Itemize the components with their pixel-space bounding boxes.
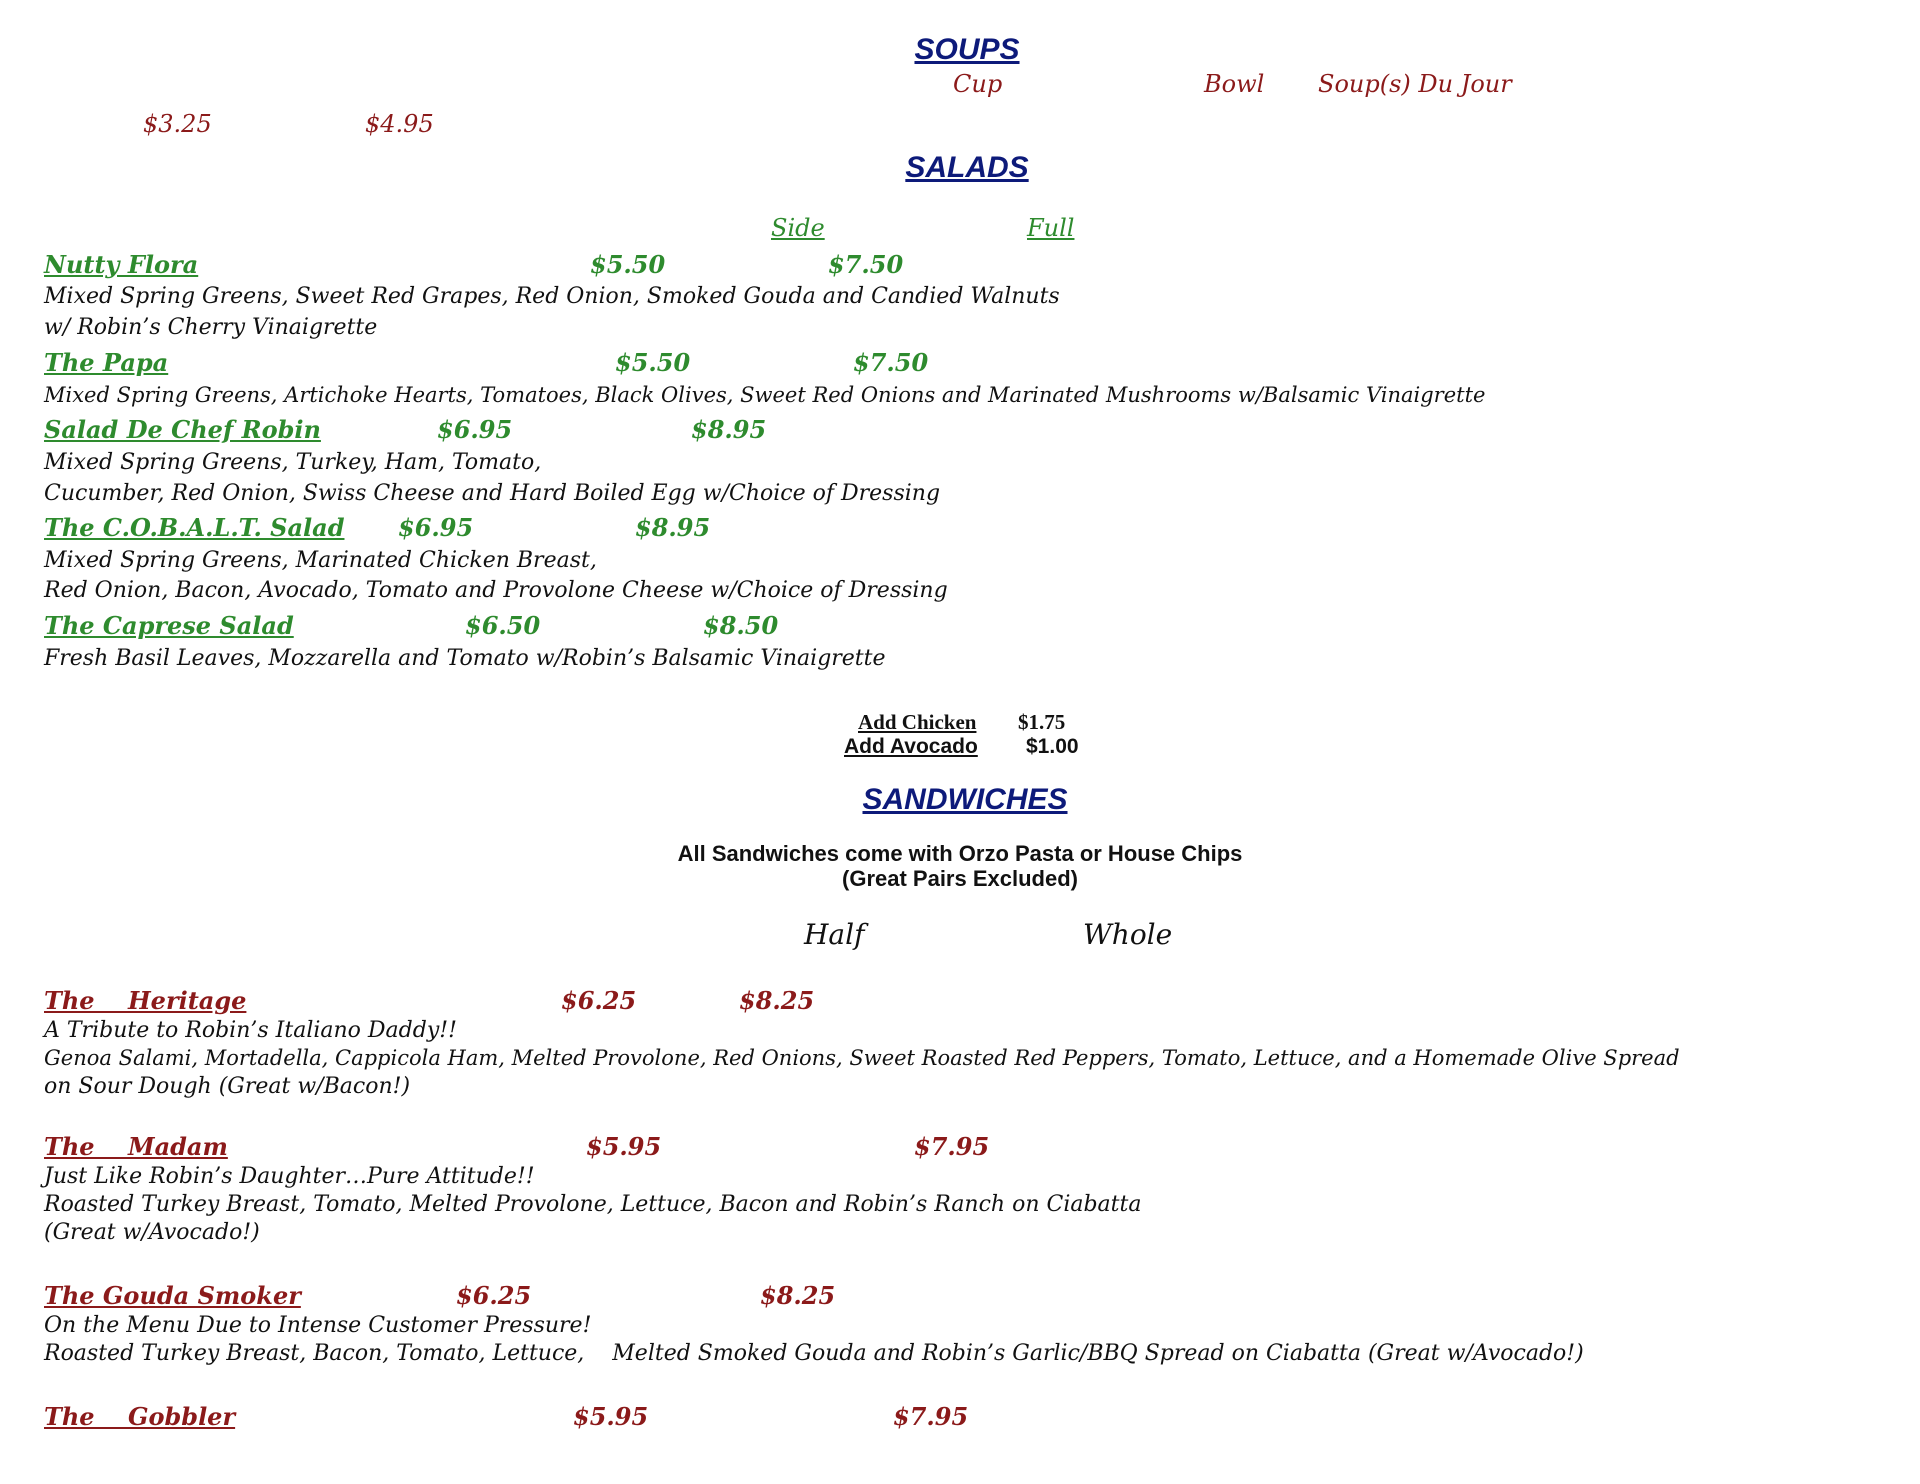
sandwich-description — [44, 1341, 1584, 1366]
sandwich-suggestion: (Great w/Avocado!) — [44, 1220, 260, 1245]
salad-full-price: $7.50 — [853, 348, 929, 377]
salad-full-label: Full — [1027, 214, 1075, 242]
sandwich-whole-price: $8.25 — [760, 1281, 836, 1310]
soup-bowl-label: Bowl — [1204, 70, 1265, 98]
sandwich-suggestion: (Great w/Bacon!) — [218, 1074, 411, 1099]
salad-side-label: Side — [771, 214, 825, 242]
sandwich-half-price: $5.95 — [586, 1132, 662, 1161]
add-chicken-price: $1.75 — [1018, 710, 1066, 734]
salad-name: Salad De Chef Robin — [44, 415, 321, 444]
sandwich-description-text: Roasted Turkey Breast, Bacon, Tomato, Lettuce, Melted Smoked Gouda and Robin’s Garlic/BBQ Spread on Ciabatta — [44, 1341, 1368, 1366]
salad-description: Red Onion, Bacon, Avocado, Tomato and Provolone Cheese w/Choice of Dressing — [44, 578, 948, 603]
salad-description: Mixed Spring Greens, Artichoke Hearts, Tomatoes, Black Olives, Sweet Red Onions and Marinated Mushrooms w/Balsamic Vinaigrette — [44, 383, 1486, 407]
sandwich-description-text: on Sour Dough — [44, 1074, 219, 1099]
sandwich-half-price: $5.95 — [573, 1402, 649, 1431]
salad-side-price: $6.95 — [437, 415, 513, 444]
soup-cup-label: Cup — [953, 70, 1003, 98]
sandwich-whole-price: $7.95 — [914, 1132, 990, 1161]
sandwich-name: The Gouda Smoker — [44, 1281, 301, 1310]
salad-description: Mixed Spring Greens, Sweet Red Grapes, Red Onion, Smoked Gouda and Candied Walnuts — [44, 284, 1060, 309]
salad-full-price: $8.50 — [703, 611, 779, 640]
add-chicken-label: Add Chicken — [858, 710, 977, 734]
sandwich-description: Genoa Salami, Mortadella, Cappicola Ham, Melted Provolone, Red Onions, Sweet Roasted Red Peppers, Tomato, Lettuce, and a Homemade Olive Spread — [44, 1046, 1680, 1070]
sandwich-whole-label: Whole — [1083, 918, 1173, 951]
salad-description: Cucumber, Red Onion, Swiss Cheese and Hard Boiled Egg w/Choice of Dressing — [44, 481, 941, 506]
sandwich-suggestion: (Great w/Avocado!) — [1367, 1341, 1584, 1366]
salad-side-price: $6.95 — [398, 513, 474, 542]
sandwich-name: The Heritage — [44, 986, 247, 1015]
sandwich-name: The Madam — [44, 1132, 228, 1161]
soups-heading: SOUPS — [914, 33, 1020, 66]
salad-description: Mixed Spring Greens, Marinated Chicken Breast, — [44, 548, 597, 573]
salad-full-price: $8.95 — [635, 513, 711, 542]
salad-side-price: $5.50 — [615, 348, 691, 377]
soup-bowl-price: $4.95 — [365, 110, 434, 138]
sandwich-tagline: Just Like Robin’s Daughter…Pure Attitude!! — [44, 1164, 535, 1189]
sandwich-description: Roasted Turkey Breast, Tomato, Melted Provolone, Lettuce, Bacon and Robin’s Ranch on Ciabatta — [44, 1192, 1142, 1217]
salad-description: Mixed Spring Greens, Turkey, Ham, Tomato, — [44, 450, 542, 475]
salad-side-price: $5.50 — [590, 250, 666, 279]
soup-cup-price: $3.25 — [143, 110, 212, 138]
salad-name: The Caprese Salad — [44, 611, 294, 640]
sandwich-half-price: $6.25 — [456, 1281, 532, 1310]
soup-du-jour-label: Soup(s) Du Jour — [1318, 70, 1512, 98]
sandwich-tagline: On the Menu Due to Intense Customer Pressure! — [44, 1313, 592, 1338]
salad-name: Nutty Flora — [44, 250, 199, 279]
sandwiches-note: All Sandwiches come with Orzo Pasta or House Chips — [677, 841, 1243, 866]
add-avocado-label: Add Avocado — [844, 735, 978, 758]
sandwich-whole-price: $7.95 — [893, 1402, 969, 1431]
salads-heading: SALADS — [905, 151, 1029, 184]
salad-name: The Papa — [44, 348, 169, 377]
sandwich-tagline: A Tribute to Robin’s Italiano Daddy!! — [44, 1018, 457, 1043]
salad-name: The C.O.B.A.L.T. Salad — [44, 513, 345, 542]
salad-description: Fresh Basil Leaves, Mozzarella and Tomato w/Robin’s Balsamic Vinaigrette — [44, 646, 886, 671]
sandwich-half-price: $6.25 — [561, 986, 637, 1015]
sandwich-description — [44, 1074, 410, 1099]
sandwich-half-label: Half — [804, 918, 865, 951]
sandwiches-heading: SANDWICHES — [862, 783, 1068, 816]
salad-description: w/ Robin’s Cherry Vinaigrette — [44, 315, 378, 340]
sandwich-whole-price: $8.25 — [739, 986, 815, 1015]
sandwiches-note-exclusion: (Great Pairs Excluded) — [842, 866, 1078, 891]
salad-side-price: $6.50 — [465, 611, 541, 640]
add-avocado-price: $1.00 — [1026, 735, 1079, 758]
sandwich-name: The Gobbler — [44, 1402, 236, 1431]
salad-full-price: $7.50 — [828, 250, 904, 279]
salad-full-price: $8.95 — [691, 415, 767, 444]
